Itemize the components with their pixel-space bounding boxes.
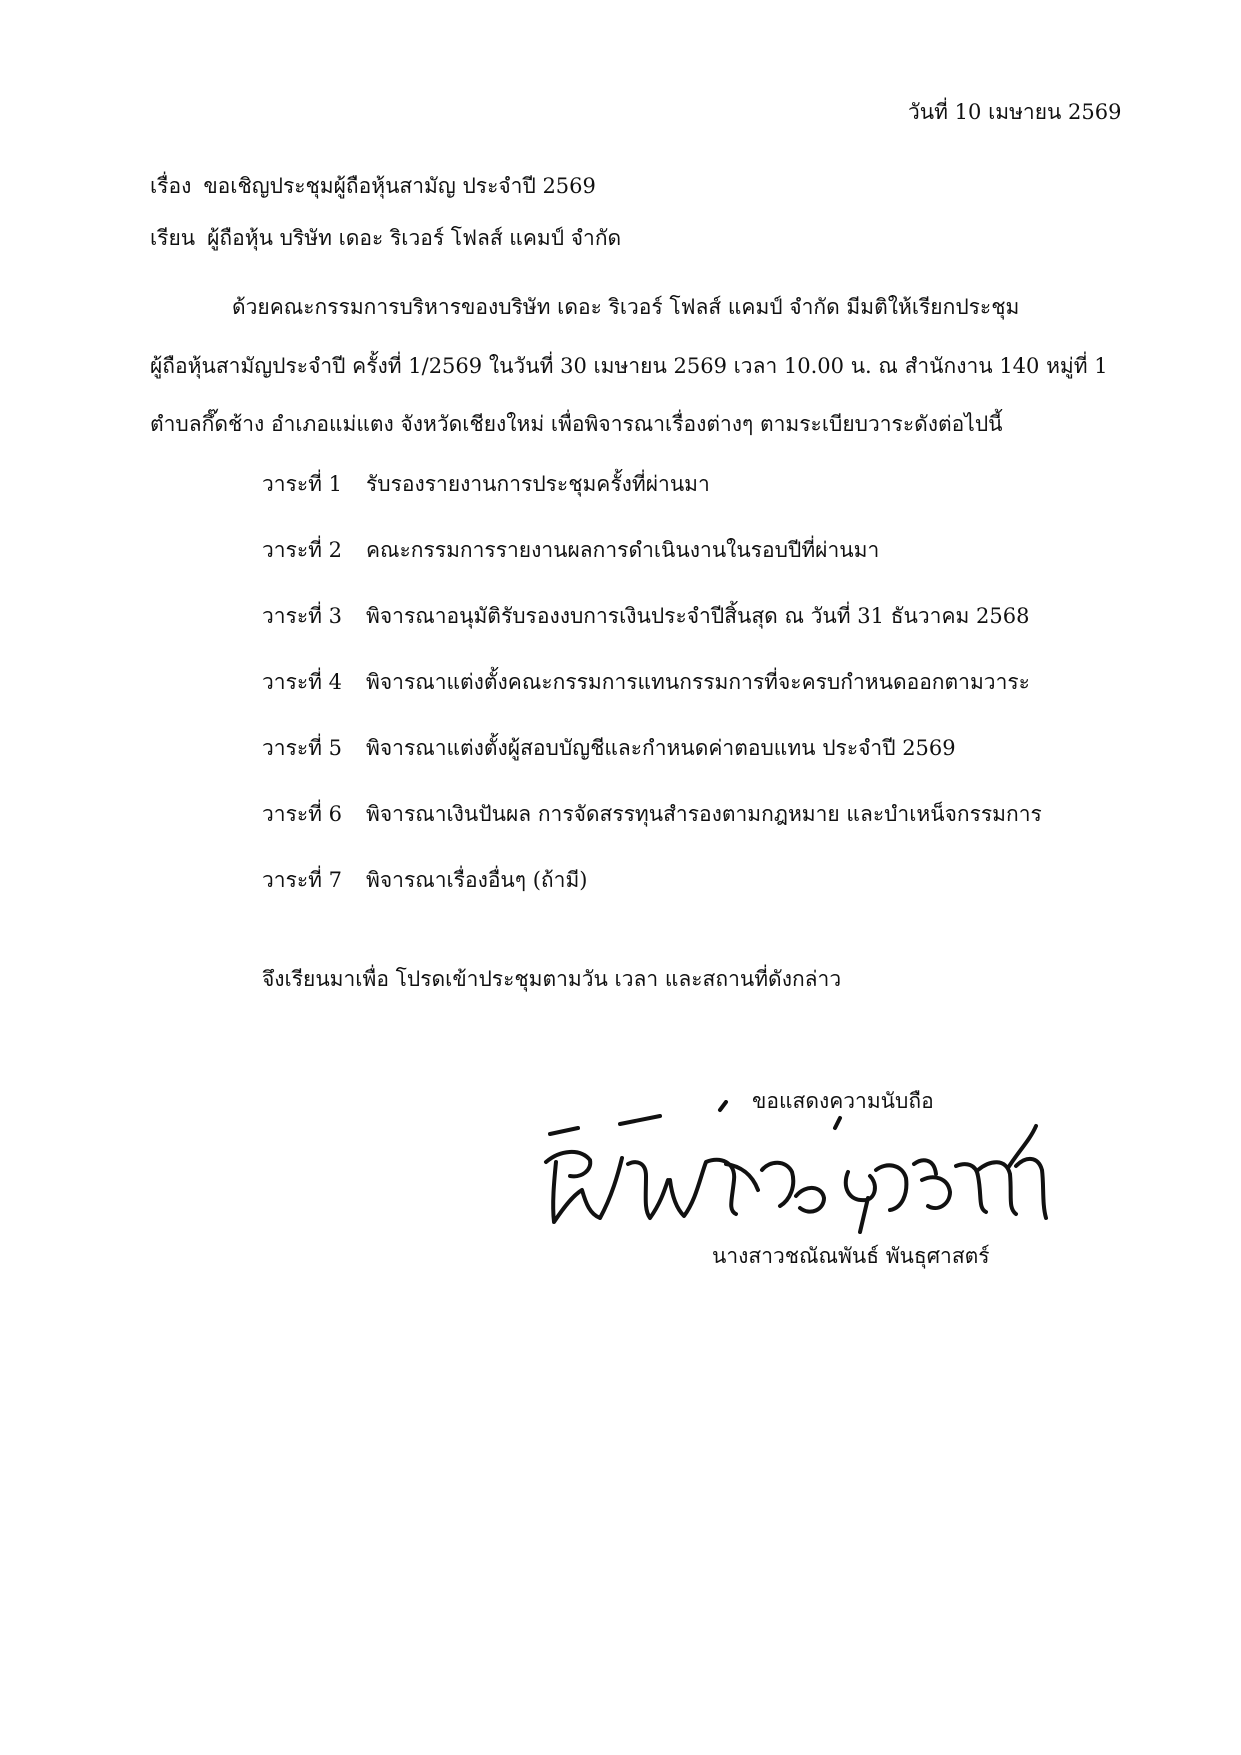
agenda-text: พิจารณาเรื่องอื่นๆ (ถ้ามี) (366, 868, 588, 892)
agenda-text: พิจารณาเงินปันผล การจัดสรรทุนสำรองตามกฎหมาย และบำเหน็จกรรมการ (366, 802, 1042, 826)
agenda-item (262, 600, 1042, 666)
agenda-item (262, 468, 1042, 534)
agenda-item (262, 864, 1042, 930)
agenda-number: วาระที่ 4 (262, 670, 343, 694)
body-line-3: ตำบลกึ๊ดช้าง อำเภอแม่แตง จังหวัดเชียงใหม่ เพื่อพิจารณาเรื่องต่างๆ ตามระเบียบวาระดังต่อไปนี้ (150, 412, 1003, 436)
agenda-number: วาระที่ 2 (262, 538, 343, 562)
recipient-label: เรียน (150, 226, 196, 250)
agenda-item (262, 798, 1042, 864)
agenda-text: พิจารณาแต่งตั้งคณะกรรมการแทนกรรมการที่จะครบกำหนดออกตามวาระ (366, 670, 1030, 694)
agenda-number: วาระที่ 6 (262, 802, 343, 826)
agenda-item (262, 732, 1042, 798)
body-line-1: ด้วยคณะกรรมการบริหารของบริษัท เดอะ ริเวอร์ โฟลส์ แคมป์ จำกัด มีมติให้เรียกประชุม (232, 295, 1020, 319)
agenda-text: พิจารณาแต่งตั้งผู้สอบบัญชีและกำหนดค่าตอบแทน ประจำปี 2569 (366, 736, 956, 760)
signer-name: นางสาวชณัณพันธ์ พันธุศาสตร์ (712, 1244, 990, 1268)
agenda-text: คณะกรรมการรายงานผลการดำเนินงานในรอบปีที่ผ่านมา (366, 538, 880, 562)
agenda-text: พิจารณาอนุมัติรับรองงบการเงินประจำปีสิ้นสุด ณ วันที่ 31 ธันวาคม 2568 (366, 604, 1030, 628)
subject-label: เรื่อง (150, 174, 192, 198)
regards-line: ขอแสดงความนับถือ (752, 1089, 934, 1113)
handwritten-signature (530, 1100, 1050, 1240)
agenda-number: วาระที่ 5 (262, 736, 343, 760)
agenda-number: วาระที่ 7 (262, 868, 343, 892)
recipient-line (150, 222, 621, 254)
body-line-2: ผู้ถือหุ้นสามัญประจำปี ครั้งที่ 1/2569 ในวันที่ 30 เมษายน 2569 เวลา 10.00 น. ณ สำนักงาน 140 หมู่ที่ 1 (150, 354, 1108, 378)
recipient-text: ผู้ถือหุ้น บริษัท เดอะ ริเวอร์ โฟลส์ แคมป์ จำกัด (207, 226, 622, 250)
subject-text: ขอเชิญประชุมผู้ถือหุ้นสามัญ ประจำปี 2569 (203, 174, 596, 198)
agenda-item (262, 534, 1042, 600)
closing-line: จึงเรียนมาเพื่อ โปรดเข้าประชุมตามวัน เวลา และสถานที่ดังกล่าว (262, 967, 842, 991)
subject-line (150, 170, 596, 202)
agenda-list (262, 468, 1042, 930)
letter-date: วันที่ 10 เมษายน 2569 (908, 100, 1122, 124)
agenda-number: วาระที่ 1 (262, 472, 343, 496)
agenda-item (262, 666, 1042, 732)
agenda-number: วาระที่ 3 (262, 604, 343, 628)
agenda-text: รับรองรายงานการประชุมครั้งที่ผ่านมา (366, 472, 710, 496)
